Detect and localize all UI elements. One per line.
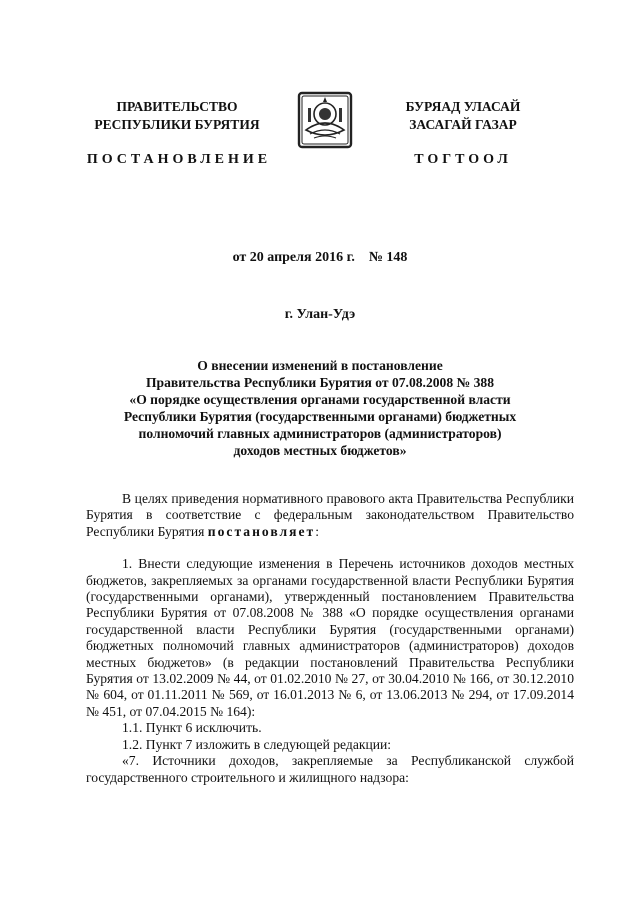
item-paragraph: «7. Источники доходов, закрепляемые за Республиканской службой государственного строительного и жилищного надзора: bbox=[86, 753, 574, 785]
government-name-buryat-line1: БУРЯАД УЛАСАЙ bbox=[405, 99, 521, 114]
item-paragraph: 1.1. Пункт 6 исключить. bbox=[122, 720, 262, 736]
document-date: от 20 апреля 2016 г. bbox=[232, 250, 355, 265]
document-number: № 148 bbox=[368, 250, 408, 265]
document-kind-buryat: ТОГТООЛ bbox=[414, 152, 512, 167]
document-dateline bbox=[0, 250, 640, 266]
government-name-russian bbox=[82, 98, 272, 134]
document-kind-russian: ПОСТАНОВЛЕНИЕ bbox=[86, 152, 272, 167]
document-city: г. Улан-Удэ bbox=[284, 307, 356, 322]
coat-of-arms-icon bbox=[296, 90, 354, 150]
preamble-end: : bbox=[315, 523, 320, 539]
document-title bbox=[100, 357, 540, 459]
title-line: Республики Бурятия (государственными органами) бюджетных bbox=[123, 409, 517, 424]
government-name-buryat-line2: ЗАСАГАЙ ГАЗАР bbox=[409, 117, 517, 132]
preamble-text: В целях приведения нормативного правового акта Правительства Республики Бурятия в соответствие с федеральным законодательством Правительство Республики Бурятия bbox=[86, 491, 574, 539]
item-paragraph: 1. Внести следующие изменения в Перечень источников доходов местных бюджетов, закрепляемых за органами государственной власти Республики Бурятия (государственными органами), утвержденный постановлением Правительства Республики Бурятия от 07.08.2008 № 388 «О порядке осуществления органами государственной власти Республики Бурятия (государственными органами) бюджетных полномочий главных администраторов (администраторов) доходов местных бюджетов» (в редакции постановлений Правительства Республики Бурятия от 13.02.2009 № 44, от 01.02.2010 № 27, от 30.04.2010 № 166, от 30.12.2010 № 604, от 01.11.2011 № 569, от 16.01.2013 № 6, от 13.06.2013 № 294, от 17.09.2014 № 451, от 07.04.2015 № 164): bbox=[86, 556, 574, 719]
government-name-buryat bbox=[378, 98, 548, 134]
title-line: полномочий главных администраторов (администраторов) bbox=[138, 426, 502, 441]
government-name-line2: РЕСПУБЛИКИ БУРЯТИЯ bbox=[94, 117, 260, 132]
document-body bbox=[86, 491, 574, 786]
preamble-paragraph bbox=[86, 491, 574, 540]
government-name-line1: ПРАВИТЕЛЬСТВО bbox=[116, 99, 238, 114]
title-line: О внесении изменений в постановление bbox=[197, 358, 443, 373]
title-line: доходов местных бюджетов» bbox=[233, 443, 407, 458]
item-paragraph: 1.2. Пункт 7 изложить в следующей редакции: bbox=[122, 736, 392, 752]
title-line: «О порядке осуществления органами государственной власти bbox=[129, 392, 511, 407]
decree-word: постановляет bbox=[207, 523, 316, 539]
title-line: Правительства Республики Бурятия от 07.08.2008 № 388 bbox=[145, 375, 494, 390]
